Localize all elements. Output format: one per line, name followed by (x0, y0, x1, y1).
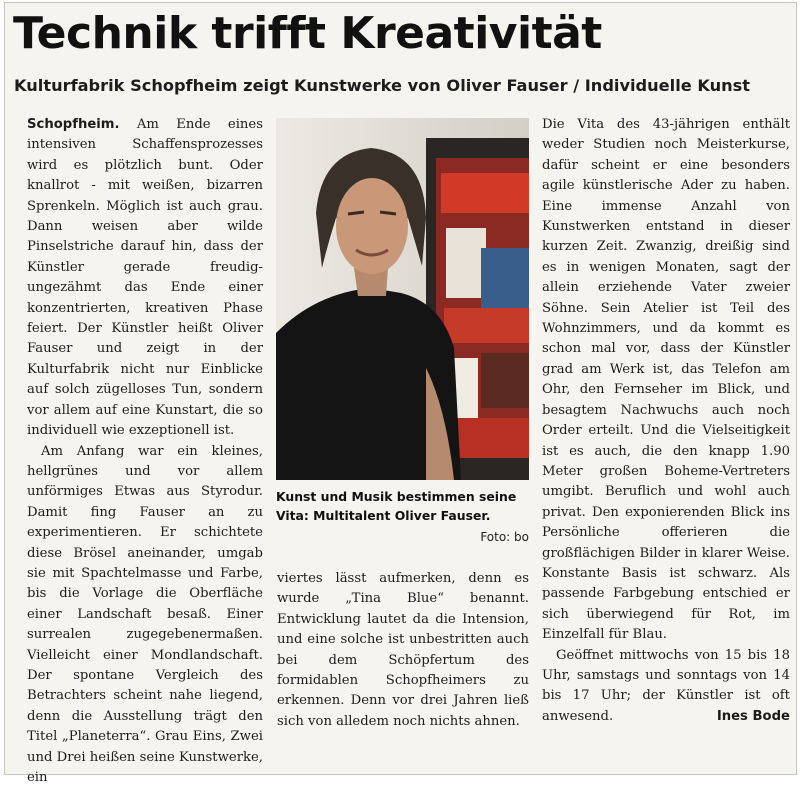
paragraph-2-text-a: Am Anfang war ein kleines, hellgrünes und vor allem unförmiges Etwas aus Styrodur. Damit fing Fauser an zu experimentieren. Er schichtete diese Brösel aneinander, umgab sie mit Spachtelmasse und Farbe, bis die Vorlage die Oberfläche einer Landschaft besaß. Einer surrealen zugegebenermaßen. Vielleicht einer Mondlandschaft. Der spontane Vergleich des Betrachters scheint nahe liegend, denn die Ausstellung trägt den Titel „Planeterra“. Grau Eins, Zwei und Drei heißen seine Kunstwerke, ein (27, 444, 263, 786)
artist-portrait-image (276, 118, 529, 480)
photo-credit: Foto: bo (276, 528, 529, 546)
newspaper-clipping (4, 2, 797, 775)
paragraph-1-text: Am Ende eines intensiven Schaffensprozesses wird es plötzlich bunt. Oder knallrot - mit weißen, bizarren Sprenkeln. Möglich ist auch grau. Dann weisen aber wilde Pinselstriche darauf hin, dass der Künstler gerade freudig-ungezähmt das Ende einer konzentrierten, kreativen Phase feiert. Der Künstler heißt Oliver Fauser und zeigt in der Kulturfabrik nicht nur Einblicke auf solch zügelloses Tun, sondern vor allem auf eine Kunstart, die so individuell wie exzeptionell ist. (27, 117, 263, 438)
headline: Technik trifft Kreativität (13, 9, 602, 59)
author-byline: Ines Bode (703, 707, 790, 727)
article-column-1 (27, 115, 263, 788)
photo-caption: Kunst und Musik bestimmen seine Vita: Multitalent Oliver Fauser. (276, 487, 529, 525)
paragraph-intro (27, 115, 263, 442)
paragraph-2-text-b: viertes lässt aufmerken, denn es wurde „Tina Blue“ benannt. Entwicklung lautet da die Intension, und eine solche ist unbestritten auch bei dem Schöpfertum des formidablen Schopfheimers zu erkennen. Denn vor drei Jahren ließ sich von alledem noch nichts ahnen. (277, 571, 529, 729)
paragraph-3: Die Vita des 43-jährigen enthält weder Studien noch Meisterkurse, dafür scheint er eine besonders agile künstlerische Ader zu haben. Eine immense Anzahl von Kunstwerken entstand in dieser kurzen Zeit. Zwanzig, dreißig sind es in wenigen Monaten, sagt der allein erziehende Vater zweier Söhne. Sein Atelier ist Teil des Wohnzimmers, und da kommt es schon mal vor, dass der Künstler grad am Werk ist, das Telefon am Ohr, den Fernseher im Blick, und besagtem Nachwuchs auch noch Order erteilt. Und die Vielseitigkeit ist es auch, die den knapp 1.90 Meter großen Boheme-Vertreters umgibt. Beruflich und wohl auch privat. Den exponierenden Blick ins Persönliche offerieren die großflächigen Bilder in klarer Weise. Konstante Basis ist schwarz. Als passende Farbgebung entschied er sich überwiegend für Rot, im Einzelfall für Blau. (542, 115, 790, 646)
paragraph-2-part-2 (277, 569, 529, 732)
article-column-2 (277, 569, 529, 732)
article-column-3 (542, 115, 790, 727)
artist-photo (276, 118, 529, 480)
opening-hours-text: Geöffnet mittwochs von 15 bis 18 Uhr, samstags und sonntags von 14 bis 17 Uhr; der Künstler ist oft anwesend. (542, 648, 790, 724)
paragraph-opening-hours (542, 646, 790, 728)
paragraph-2-part-1 (27, 442, 263, 788)
dateline: Schopfheim. (27, 117, 120, 132)
subheadline: Kulturfabrik Schopfheim zeigt Kunstwerke von Oliver Fauser / Individuelle Kunst (14, 75, 750, 97)
